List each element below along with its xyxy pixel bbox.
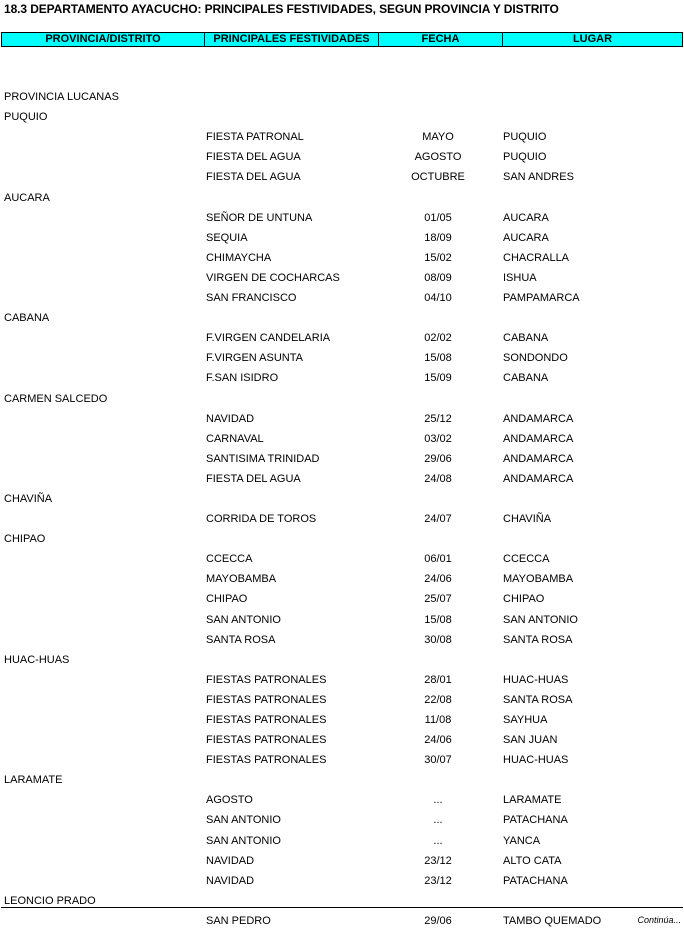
- cell-fecha: 25/12: [424, 412, 452, 425]
- table-row: [0, 630, 684, 650]
- table-row: [0, 831, 684, 851]
- cell-lugar: PUQUIO: [503, 151, 547, 164]
- cell-lugar: CHACRALLA: [503, 251, 570, 264]
- cell-festividad: NAVIDAD: [206, 854, 255, 867]
- table-row: [0, 368, 684, 388]
- table-row: [0, 851, 684, 871]
- cell-lugar: ANDAMARCA: [503, 432, 574, 445]
- table-row: [0, 770, 684, 790]
- cell-fecha: 22/08: [424, 693, 452, 706]
- table-row: [0, 308, 684, 328]
- cell-fecha: AGOSTO: [414, 151, 462, 164]
- table-row: [0, 529, 684, 549]
- cell-lugar: SONDONDO: [503, 352, 568, 365]
- cell-lugar: ANDAMARCA: [503, 452, 574, 465]
- cell-fecha: 24/07: [424, 513, 452, 526]
- cell-lugar: ANDAMARCA: [503, 412, 574, 425]
- cell-lugar: SANTA ROSA: [503, 693, 573, 706]
- table-row: [0, 790, 684, 810]
- cell-lugar: PATACHANA: [503, 874, 568, 887]
- table-row: [0, 670, 684, 690]
- cell-lugar: CABANA: [503, 332, 549, 345]
- cell-provincia: CABANA: [4, 312, 50, 325]
- cell-fecha: 28/01: [424, 673, 452, 686]
- cell-fecha: 01/05: [424, 211, 452, 224]
- cell-festividad: SANTISIMA TRINIDAD: [206, 452, 320, 465]
- cell-lugar: ALTO CATA: [503, 854, 562, 867]
- cell-lugar: AUCARA: [503, 211, 549, 224]
- table-row: [0, 871, 684, 891]
- table-row: [0, 449, 684, 469]
- column-header-fecha: FECHA: [379, 33, 503, 46]
- table-row: [0, 188, 684, 208]
- cell-fecha: 02/02: [424, 332, 452, 345]
- cell-fecha: 23/12: [424, 874, 452, 887]
- cell-lugar: SANTA ROSA: [503, 633, 573, 646]
- cell-fecha: 24/06: [424, 734, 452, 747]
- table-row: [0, 750, 684, 770]
- table-row: [0, 489, 684, 509]
- table-row: [0, 147, 684, 167]
- cell-lugar: SAN ANDRES: [503, 171, 574, 184]
- cell-lugar: MAYOBAMBA: [503, 573, 574, 586]
- table-row: [0, 328, 684, 348]
- cell-lugar: SAYHUA: [503, 714, 548, 726]
- table-row: [0, 107, 684, 127]
- page-title: 18.3 DEPARTAMENTO AYACUCHO: PRINCIPALES FESTIVIDADES, SEGUN PROVINCIA Y DISTRITO: [4, 2, 559, 16]
- table-row: [0, 509, 684, 529]
- cell-fecha: 18/09: [424, 231, 452, 244]
- table-row: [0, 389, 684, 409]
- table-row: [0, 710, 684, 730]
- cell-lugar: PAMPAMARCA: [503, 292, 580, 305]
- table-row: [0, 730, 684, 750]
- cell-lugar: ANDAMARCA: [503, 472, 574, 485]
- cell-lugar: HUAC-HUAS: [503, 673, 569, 686]
- cell-festividad: F.SAN ISIDRO: [206, 372, 279, 385]
- table-row: [0, 127, 684, 147]
- cell-festividad: FIESTAS PATRONALES: [206, 693, 327, 706]
- cell-festividad: FIESTA PATRONAL: [206, 131, 304, 144]
- table-row: [0, 67, 684, 87]
- table-row: [0, 288, 684, 308]
- table-row: [0, 469, 684, 489]
- table-row: [0, 690, 684, 710]
- cell-festividad: FIESTAS PATRONALES: [206, 734, 327, 747]
- cell-fecha: 23/12: [424, 854, 452, 867]
- cell-lugar: AUCARA: [503, 231, 549, 244]
- table-row: [0, 810, 684, 830]
- cell-provincia: PUQUIO: [4, 111, 48, 124]
- column-header-provincia: PROVINCIA/DISTRITO: [2, 33, 205, 46]
- table-header: [1, 32, 683, 47]
- cell-lugar: SAN ANTONIO: [503, 613, 578, 626]
- table-row: [0, 208, 684, 228]
- cell-lugar: CHAVIÑA: [503, 513, 552, 526]
- cell-lugar: CHIPAO: [503, 593, 545, 606]
- cell-fecha: OCTUBRE: [411, 171, 465, 184]
- cell-fecha: 24/08: [424, 472, 452, 485]
- cell-lugar: LARAMATE: [503, 794, 562, 807]
- column-header-festividades: PRINCIPALES FESTIVIDADES: [205, 33, 379, 46]
- cell-lugar: PATACHANA: [503, 814, 568, 827]
- cell-festividad: CARNAVAL: [206, 432, 264, 445]
- table-row: [0, 409, 684, 429]
- cell-festividad: SAN ANTONIO: [206, 834, 281, 847]
- cell-fecha: ...: [433, 814, 443, 827]
- table-row: [0, 911, 684, 931]
- cell-festividad: SEQUIA: [206, 231, 248, 244]
- cell-fecha: 24/06: [424, 573, 452, 586]
- cell-lugar: HUAC-HUAS: [503, 754, 569, 767]
- cell-provincia: HUAC-HUAS: [4, 653, 70, 666]
- cell-fecha: 15/09: [424, 372, 452, 385]
- cell-provincia: PROVINCIA LUCANAS: [4, 91, 119, 104]
- cell-festividad: FIESTAS PATRONALES: [206, 754, 327, 767]
- cell-festividad: VIRGEN DE COCHARCAS: [206, 271, 340, 284]
- cell-lugar: YANCA: [503, 834, 541, 847]
- table-row: [0, 429, 684, 449]
- cell-provincia: AUCARA: [4, 191, 50, 204]
- table-row: [0, 610, 684, 630]
- cell-fecha: 15/08: [424, 613, 452, 626]
- table-row: [0, 268, 684, 288]
- cell-festividad: SAN ANTONIO: [206, 814, 281, 827]
- table-row: [0, 87, 684, 107]
- cell-festividad: FIESTA DEL AGUA: [206, 472, 301, 485]
- table-row: [0, 167, 684, 187]
- cell-festividad: SAN FRANCISCO: [206, 292, 297, 305]
- table-row: [0, 589, 684, 609]
- cell-festividad: SEÑOR DE UNTUNA: [206, 211, 313, 224]
- cell-fecha: 04/10: [424, 292, 452, 305]
- cell-provincia: LARAMATE: [4, 774, 63, 787]
- cell-fecha: ...: [433, 794, 443, 807]
- cell-festividad: F.VIRGEN ASUNTA: [206, 352, 303, 365]
- cell-fecha: 29/06: [424, 914, 452, 927]
- table-row: [0, 549, 684, 569]
- cell-festividad: AGOSTO: [206, 794, 253, 807]
- cell-festividad: CORRIDA DE TOROS: [206, 513, 317, 526]
- table-row: [0, 248, 684, 268]
- cell-festividad: SAN ANTONIO: [206, 613, 281, 626]
- cell-lugar: CABANA: [503, 372, 549, 385]
- table-body: [0, 67, 684, 931]
- cell-festividad: CHIPAO: [206, 593, 248, 606]
- cell-festividad: CCECCA: [206, 553, 253, 566]
- cell-fecha: 30/07: [424, 754, 452, 767]
- cell-fecha: 08/09: [424, 271, 452, 284]
- cell-festividad: FIESTA DEL AGUA: [206, 151, 301, 164]
- cell-lugar: CCECCA: [503, 553, 550, 566]
- continuation-note: Continúa...: [637, 915, 681, 925]
- cell-provincia: CARMEN SALCEDO: [4, 392, 108, 405]
- cell-fecha: 15/08: [424, 352, 452, 365]
- cell-festividad: NAVIDAD: [206, 874, 255, 887]
- table-row: [0, 569, 684, 589]
- cell-fecha: 06/01: [424, 553, 452, 566]
- cell-festividad: SANTA ROSA: [206, 633, 276, 646]
- cell-lugar: TAMBO QUEMADO: [503, 914, 602, 927]
- cell-fecha: 11/08: [424, 714, 452, 726]
- cell-fecha: 29/06: [424, 452, 452, 465]
- cell-fecha: MAYO: [422, 131, 454, 144]
- table-row: [0, 650, 684, 670]
- cell-lugar: ISHUA: [503, 271, 537, 284]
- cell-festividad: FIESTAS PATRONALES: [206, 673, 327, 686]
- cell-festividad: NAVIDAD: [206, 412, 255, 425]
- cell-festividad: MAYOBAMBA: [206, 573, 277, 586]
- cell-provincia: LEONCIO PRADO: [4, 894, 96, 907]
- cell-fecha: 15/02: [424, 251, 452, 264]
- cell-festividad: SAN PEDRO: [206, 914, 271, 927]
- column-header-lugar: LUGAR: [572, 33, 613, 45]
- cell-lugar: PUQUIO: [503, 131, 547, 144]
- table-row: [0, 228, 684, 248]
- cell-festividad: F.VIRGEN CANDELARIA: [206, 332, 331, 345]
- table-bottom-rule: [1, 907, 683, 908]
- cell-fecha: 30/08: [424, 633, 452, 646]
- table-row: [0, 348, 684, 368]
- cell-provincia: CHIPAO: [4, 533, 46, 546]
- cell-fecha: 03/02: [424, 432, 452, 445]
- cell-lugar: SAN JUAN: [503, 734, 558, 747]
- cell-festividad: FIESTA DEL AGUA: [206, 171, 301, 184]
- cell-festividad: CHIMAYCHA: [206, 251, 272, 264]
- cell-fecha: 25/07: [424, 593, 452, 606]
- cell-festividad: FIESTAS PATRONALES: [206, 714, 327, 726]
- cell-provincia: CHAVIÑA: [4, 492, 53, 505]
- cell-fecha: ...: [433, 834, 443, 847]
